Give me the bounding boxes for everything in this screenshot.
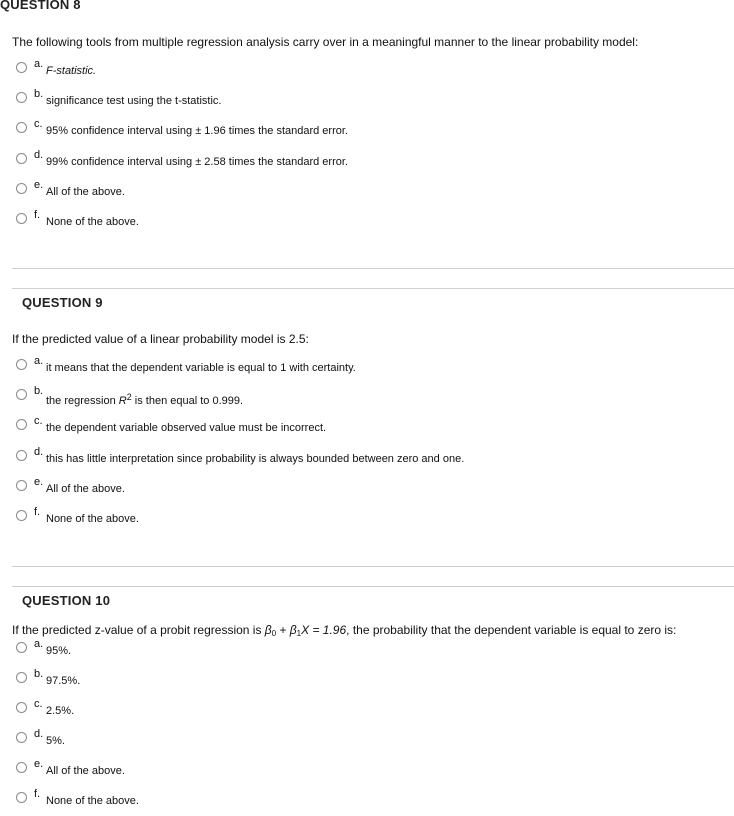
radio-button[interactable] bbox=[16, 702, 27, 713]
option-text: it means that the dependent variable is equal to 1 with certainty. bbox=[46, 362, 356, 374]
option-text-f-statistic: F-statistic. bbox=[46, 65, 97, 77]
option-letter: b. bbox=[34, 88, 44, 100]
option-text: 99% confidence interval using ± 2.58 times the standard error. bbox=[46, 156, 348, 168]
option-text: 2.5%. bbox=[46, 705, 75, 717]
radio-button[interactable] bbox=[16, 213, 27, 224]
option-text-pre: the regression bbox=[46, 395, 119, 407]
beta-0: β bbox=[264, 623, 272, 637]
section-divider bbox=[12, 288, 734, 289]
option-text: 5%. bbox=[46, 735, 65, 747]
q10-option-b[interactable] bbox=[16, 668, 716, 692]
beta-1: β bbox=[289, 623, 297, 637]
option-letter: a. bbox=[34, 638, 44, 650]
section-divider bbox=[12, 268, 734, 269]
radio-button[interactable] bbox=[16, 480, 27, 491]
option-letter: f. bbox=[34, 209, 41, 221]
prompt-post: , the probability that the dependent variable is equal to zero is: bbox=[346, 623, 677, 637]
radio-button[interactable] bbox=[16, 183, 27, 194]
radio-button[interactable] bbox=[16, 732, 27, 743]
option-text-post: is then equal to 0.999. bbox=[131, 395, 244, 407]
option-text: 95%. bbox=[46, 645, 72, 657]
prompt-pre: If the predicted z-value of a probit regression is bbox=[12, 623, 265, 637]
option-letter: c. bbox=[34, 415, 43, 427]
option-text: None of the above. bbox=[46, 513, 139, 525]
option-letter: d. bbox=[34, 728, 44, 740]
q8-option-c[interactable] bbox=[16, 118, 716, 142]
option-letter: d. bbox=[34, 446, 44, 458]
q9-option-e[interactable] bbox=[16, 476, 716, 500]
option-text: None of the above. bbox=[46, 795, 139, 807]
option-letter: f. bbox=[34, 788, 41, 800]
radio-button[interactable] bbox=[16, 672, 27, 683]
option-text bbox=[46, 65, 96, 77]
q10-option-a[interactable] bbox=[16, 638, 716, 662]
q8-option-d[interactable] bbox=[16, 149, 716, 173]
option-text bbox=[46, 392, 243, 407]
option-letter: e. bbox=[34, 179, 44, 191]
option-text: 97.5%. bbox=[46, 675, 81, 687]
radio-button[interactable] bbox=[16, 92, 27, 103]
beta-1-sub: 1 bbox=[296, 629, 302, 638]
option-text: the dependent variable observed value must be incorrect. bbox=[46, 422, 327, 434]
q8-option-e[interactable] bbox=[16, 179, 716, 203]
question-10-prompt bbox=[12, 623, 676, 638]
question-9-title: QUESTION 9 bbox=[22, 295, 103, 310]
radio-button[interactable] bbox=[16, 450, 27, 461]
radio-button[interactable] bbox=[16, 389, 27, 400]
option-letter: d. bbox=[34, 149, 44, 161]
q9-option-f[interactable] bbox=[16, 506, 716, 530]
option-letter: c. bbox=[34, 698, 43, 710]
option-letter: e. bbox=[34, 476, 44, 488]
radio-button[interactable] bbox=[16, 510, 27, 521]
q9-option-a[interactable] bbox=[16, 355, 716, 379]
q9-option-b[interactable] bbox=[16, 385, 716, 409]
radio-button[interactable] bbox=[16, 122, 27, 133]
radio-button[interactable] bbox=[16, 359, 27, 370]
r-squared-sup: 2 bbox=[126, 392, 132, 402]
prompt-plus: + bbox=[276, 623, 290, 637]
radio-button[interactable] bbox=[16, 762, 27, 773]
option-text: None of the above. bbox=[46, 216, 139, 228]
question-9-prompt: If the predicted value of a linear probability model is 2.5: bbox=[12, 332, 309, 346]
option-letter: b. bbox=[34, 385, 44, 397]
option-letter: e. bbox=[34, 758, 44, 770]
radio-button[interactable] bbox=[16, 153, 27, 164]
option-letter: a. bbox=[34, 355, 44, 367]
option-letter: c. bbox=[34, 118, 43, 130]
question-8-title: QUESTION 8 bbox=[0, 0, 81, 12]
beta-0-sub: 0 bbox=[271, 629, 277, 638]
radio-button[interactable] bbox=[16, 792, 27, 803]
radio-button[interactable] bbox=[16, 642, 27, 653]
option-text: All of the above. bbox=[46, 483, 125, 495]
q10-option-c[interactable] bbox=[16, 698, 716, 722]
prompt-equation: X = 1.96 bbox=[301, 623, 347, 637]
question-8-prompt: The following tools from multiple regression analysis carry over in a meaningful manner to the linear probability model: bbox=[12, 35, 639, 49]
question-10-title: QUESTION 10 bbox=[22, 593, 111, 608]
option-text: All of the above. bbox=[46, 186, 125, 198]
radio-button[interactable] bbox=[16, 419, 27, 430]
option-text: this has little interpretation since probability is always bounded between zero and one. bbox=[46, 453, 465, 465]
q9-option-d[interactable] bbox=[16, 446, 716, 470]
section-divider bbox=[12, 586, 734, 587]
option-letter: b. bbox=[34, 668, 44, 680]
q10-option-d[interactable] bbox=[16, 728, 716, 752]
option-text: significance test using the t-statistic. bbox=[46, 95, 222, 107]
radio-button[interactable] bbox=[16, 62, 27, 73]
option-text: All of the above. bbox=[46, 765, 125, 777]
option-letter: a. bbox=[34, 58, 44, 70]
q9-option-c[interactable] bbox=[16, 415, 716, 439]
q8-option-a[interactable] bbox=[16, 58, 716, 82]
section-divider bbox=[12, 566, 734, 567]
option-letter: f. bbox=[34, 506, 41, 518]
q8-option-f[interactable] bbox=[16, 209, 716, 233]
r-squared-var: R bbox=[118, 395, 127, 407]
option-text: 95% confidence interval using ± 1.96 times the standard error. bbox=[46, 125, 348, 137]
q10-option-e[interactable] bbox=[16, 758, 716, 782]
q8-option-b[interactable] bbox=[16, 88, 716, 112]
q10-option-f[interactable] bbox=[16, 788, 716, 812]
